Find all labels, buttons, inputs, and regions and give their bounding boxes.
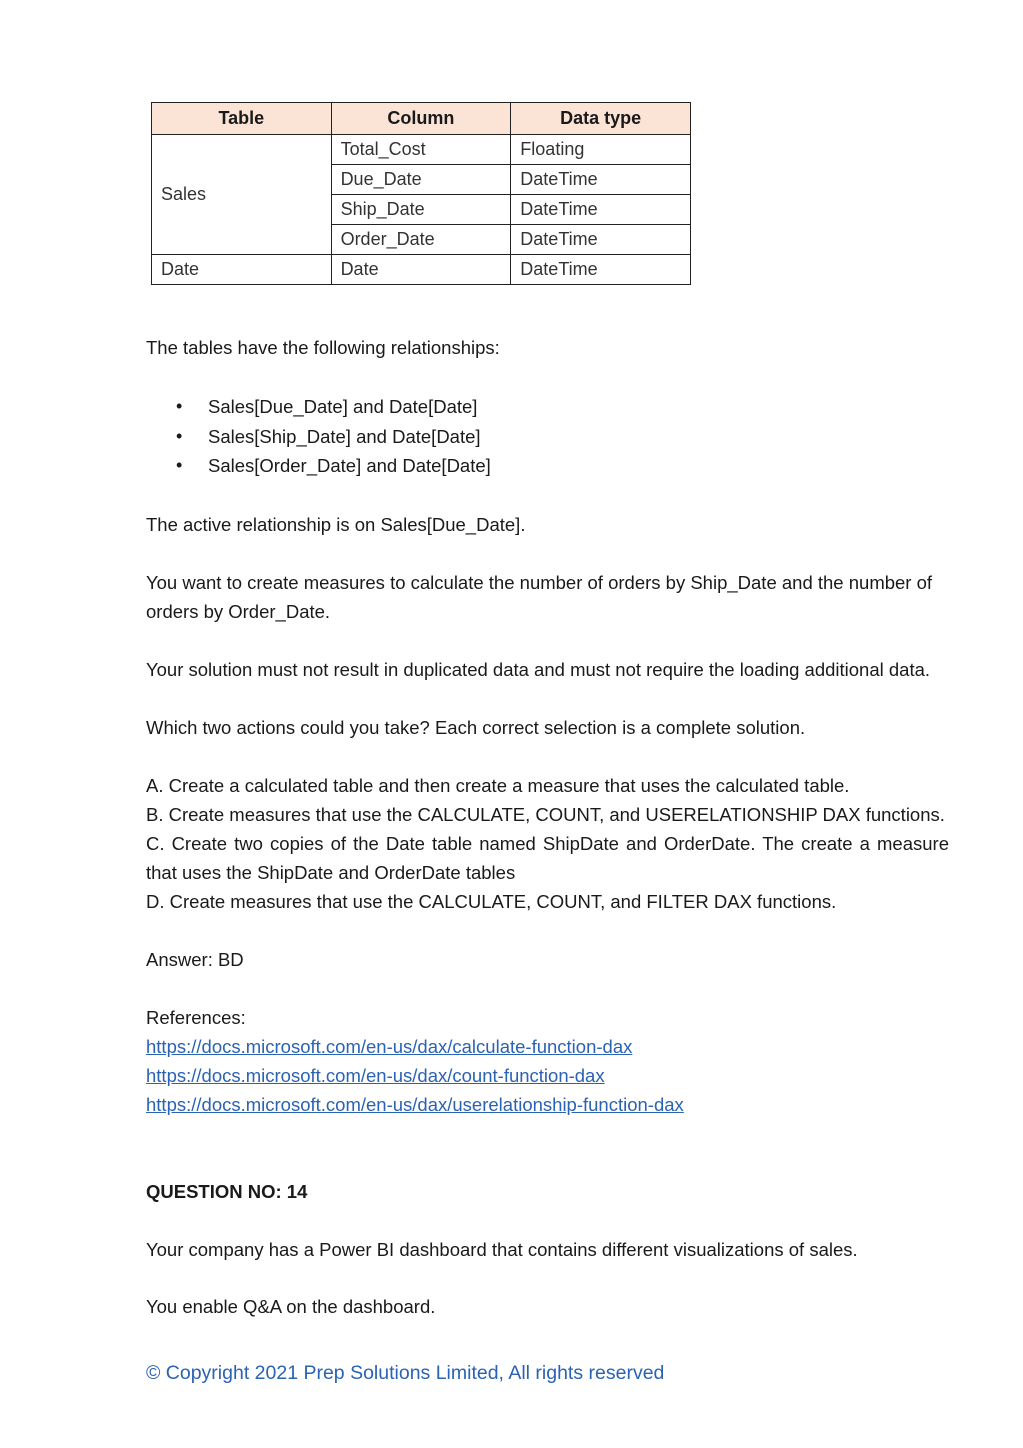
- reference-link[interactable]: https://docs.microsoft.com/en-us/dax/calculate-function-dax: [146, 1036, 633, 1057]
- relationships-list: [146, 392, 491, 481]
- references-section: [146, 1003, 684, 1119]
- active-relationship-text: The active relationship is on Sales[Due_Date].: [146, 514, 526, 535]
- table-row: [152, 255, 691, 285]
- cell-table-date: Date: [152, 255, 332, 285]
- references-label: References:: [146, 1007, 246, 1028]
- next-question-line1: Your company has a Power BI dashboard that contains different visualizations of sales.: [146, 1239, 858, 1260]
- cell-type: DateTime: [511, 255, 691, 285]
- question-number-title: QUESTION NO: 14: [146, 1181, 308, 1202]
- cell-type: DateTime: [511, 225, 691, 255]
- list-item: • Sales[Due_Date] and Date[Date]: [146, 392, 491, 422]
- next-question-line2: You enable Q&A on the dashboard.: [146, 1296, 436, 1317]
- constraint-text: Your solution must not result in duplicated data and must not require the loading additional data.: [146, 659, 931, 680]
- cell-column: Due_Date: [331, 165, 511, 195]
- option-c: C. Create two copies of the Date table named ShipDate and OrderDate. The create a measure that uses the ShipDate and OrderDate tables: [146, 833, 949, 883]
- table-header-row: [152, 103, 691, 135]
- cell-column: Order_Date: [331, 225, 511, 255]
- cell-column: Total_Cost: [331, 135, 511, 165]
- cell-type: DateTime: [511, 165, 691, 195]
- reference-link[interactable]: https://docs.microsoft.com/en-us/dax/userelationship-function-dax: [146, 1094, 684, 1115]
- cell-type: DateTime: [511, 195, 691, 225]
- relationships-intro: The tables have the following relationships:: [146, 337, 500, 358]
- option-b: B. Create measures that use the CALCULATE, COUNT, and USERELATIONSHIP DAX functions.: [146, 804, 945, 825]
- option-d: D. Create measures that use the CALCULATE, COUNT, and FILTER DAX functions.: [146, 891, 837, 912]
- header-data-type: Data type: [511, 103, 691, 135]
- table-row: [152, 135, 691, 165]
- cell-column: Ship_Date: [331, 195, 511, 225]
- header-table: Table: [152, 103, 332, 135]
- schema-table: [151, 102, 691, 285]
- option-a: A. Create a calculated table and then create a measure that uses the calculated table.: [146, 775, 850, 796]
- reference-link[interactable]: https://docs.microsoft.com/en-us/dax/count-function-dax: [146, 1065, 605, 1086]
- goal-text: You want to create measures to calculate the number of orders by Ship_Date and the number of orders by Order_Date.: [146, 572, 933, 622]
- list-item: • Sales[Order_Date] and Date[Date]: [146, 451, 491, 481]
- list-item: • Sales[Ship_Date] and Date[Date]: [146, 422, 491, 452]
- cell-table-sales: Sales: [152, 135, 332, 255]
- copyright-footer: © Copyright 2021 Prep Solutions Limited, All rights reserved: [146, 1362, 665, 1384]
- cell-type: Floating: [511, 135, 691, 165]
- answer-text: Answer: BD: [146, 949, 244, 970]
- question-text: Which two actions could you take? Each correct selection is a complete solution.: [146, 717, 806, 738]
- header-column: Column: [331, 103, 511, 135]
- cell-column: Date: [331, 255, 511, 285]
